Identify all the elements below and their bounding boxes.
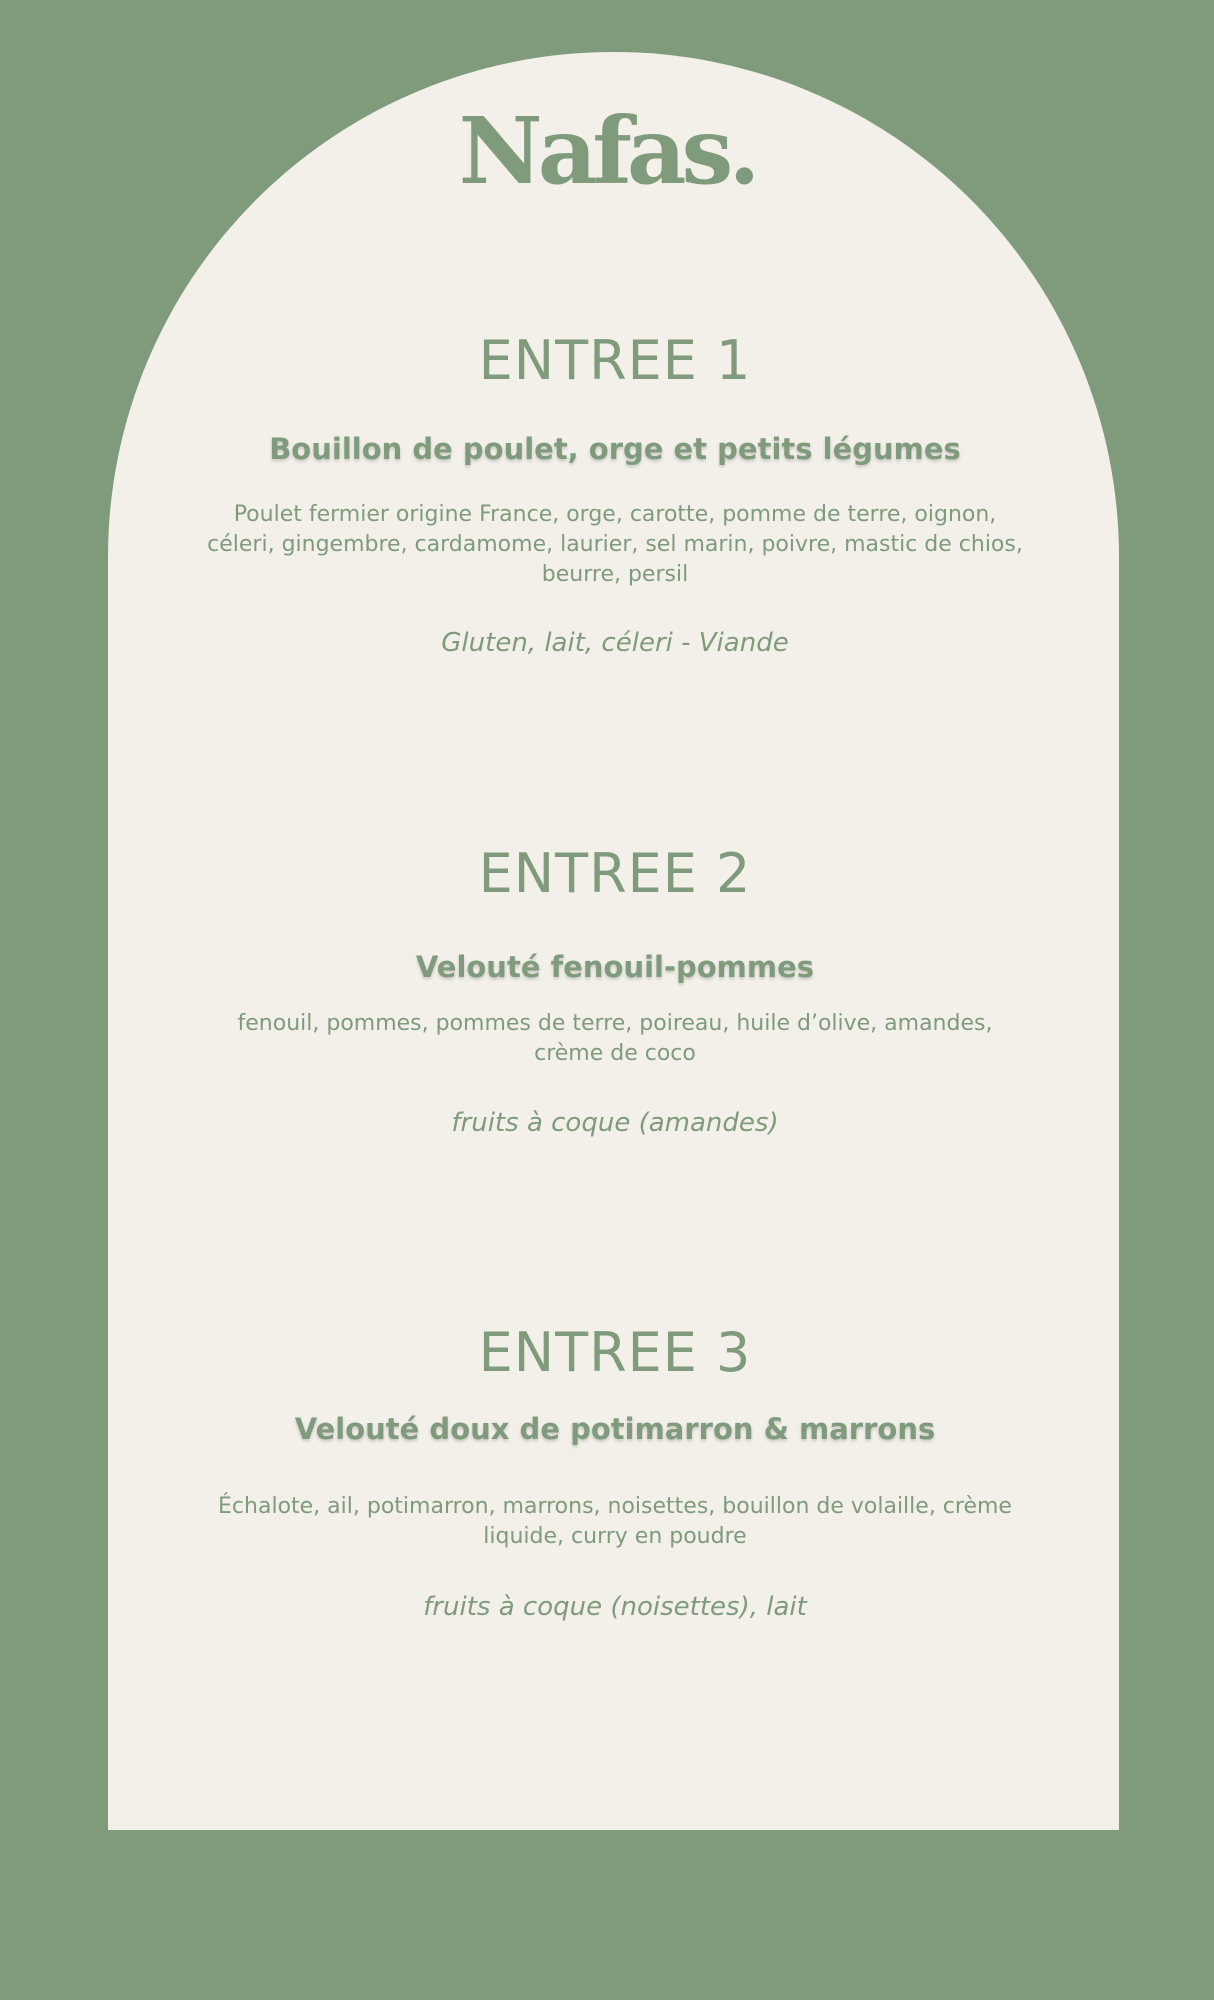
allergens: Gluten, lait, céleri - Viande bbox=[441, 628, 789, 658]
entree-section-3 bbox=[200, 1322, 1030, 1632]
entree-title: ENTREE 1 bbox=[478, 329, 752, 392]
allergens: fruits à coque (noisettes), lait bbox=[423, 1592, 807, 1622]
ingredients: fenouil, pommes, pommes de terre, poireau, huile d’olive, amandes, crème de coco bbox=[237, 1011, 993, 1066]
entree-section-2 bbox=[200, 843, 1030, 1143]
dish-name: Bouillon de poulet, orge et petits légumes bbox=[269, 432, 961, 466]
allergens: fruits à coque (amandes) bbox=[451, 1108, 779, 1138]
dish-name: Velouté doux de potimarron & marrons bbox=[294, 1412, 936, 1446]
entree-title: ENTREE 3 bbox=[478, 1321, 752, 1384]
brand-logo: Nafas. bbox=[458, 97, 756, 205]
entree-section-1 bbox=[200, 330, 1030, 670]
dish-name: Velouté fenouil-pommes bbox=[415, 950, 815, 984]
ingredients: Poulet fermier origine France, orge, carotte, pomme de terre, oignon, céleri, gingembre, cardamome, laurier, sel marin, poivre, mastic de chios, beurre, persil bbox=[207, 502, 1023, 587]
ingredients: Échalote, ail, potimarron, marrons, noisettes, bouillon de volaille, crème liquide, curry en poudre bbox=[218, 1494, 1012, 1549]
entree-title: ENTREE 2 bbox=[478, 842, 752, 905]
